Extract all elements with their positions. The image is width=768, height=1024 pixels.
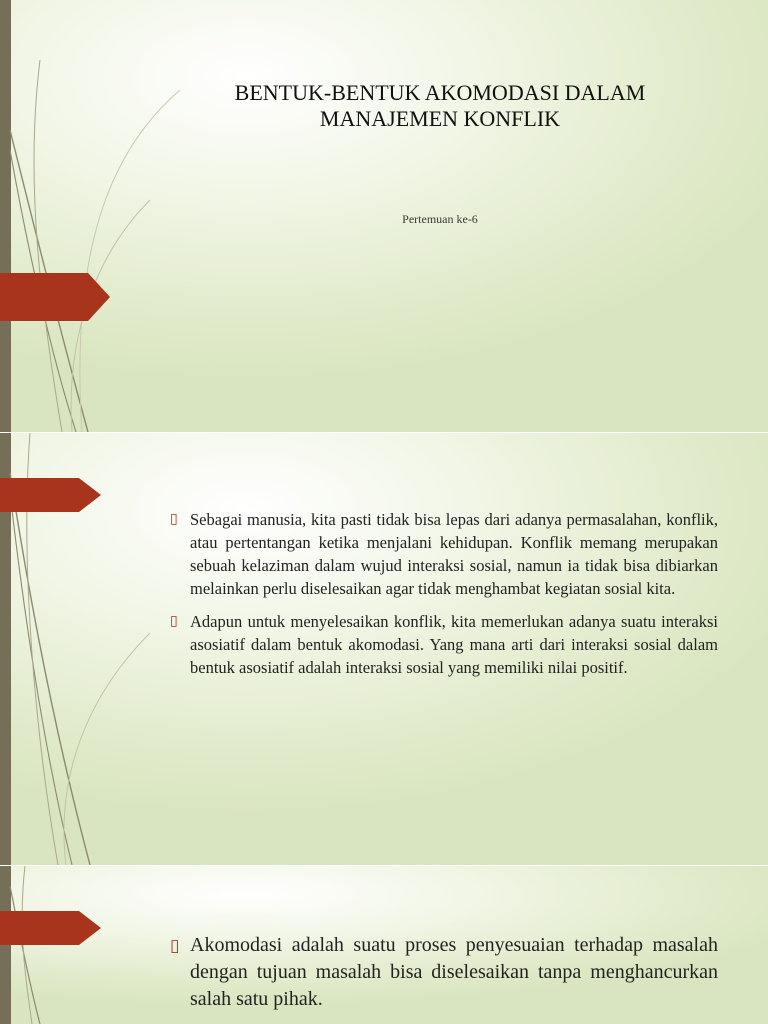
list-item (170, 610, 718, 679)
slide-title (0, 0, 768, 432)
decorative-swoosh-icon (0, 0, 200, 432)
bullet-icon: ▯ (170, 512, 178, 527)
accent-tab (0, 273, 110, 321)
bullet-text: Sebagai manusia, kita pasti tidak bisa lepas dari adanya permasalahan, konflik, atau pertentangan ketika menjalani kehidupan. Konflik memang merupakan sebuah kelaziman dalam wujud interaksi sosial, namun ia tidak bisa dibiarkan melainkan perlu diselesaikan agar tidak menghambat kegiatan sosial kita. (190, 510, 718, 598)
slide-title-text: BENTUK-BENTUK AKOMODASI DALAM MANAJEMEN KONFLIK (234, 80, 646, 131)
bullet-text: Akomodasi adalah suatu proses penyesuaian terhadap masalah dengan tujuan masalah bisa diselesaikan tanpa menghancurkan salah satu pihak. (190, 934, 718, 1010)
slide-subtitle-text: Pertemuan ke-6 (402, 212, 478, 226)
bullet-list (170, 932, 718, 1023)
slide-content-1 (0, 433, 768, 865)
list-item (170, 508, 718, 600)
slide-content-2 (0, 866, 768, 1024)
bullet-icon: ▯ (170, 936, 180, 955)
list-item (170, 932, 718, 1013)
bullet-icon: ▯ (170, 614, 178, 629)
bullet-text: Adapun untuk menyelesaikan konflik, kita memerlukan adanya suatu interaksi asosiatif dalam bentuk akomodasi. Yang mana arti dari interaksi sosial dalam bentuk asosiatif adalah interaksi sosial yang memiliki nilai positif. (190, 612, 718, 677)
bullet-list (170, 508, 718, 689)
